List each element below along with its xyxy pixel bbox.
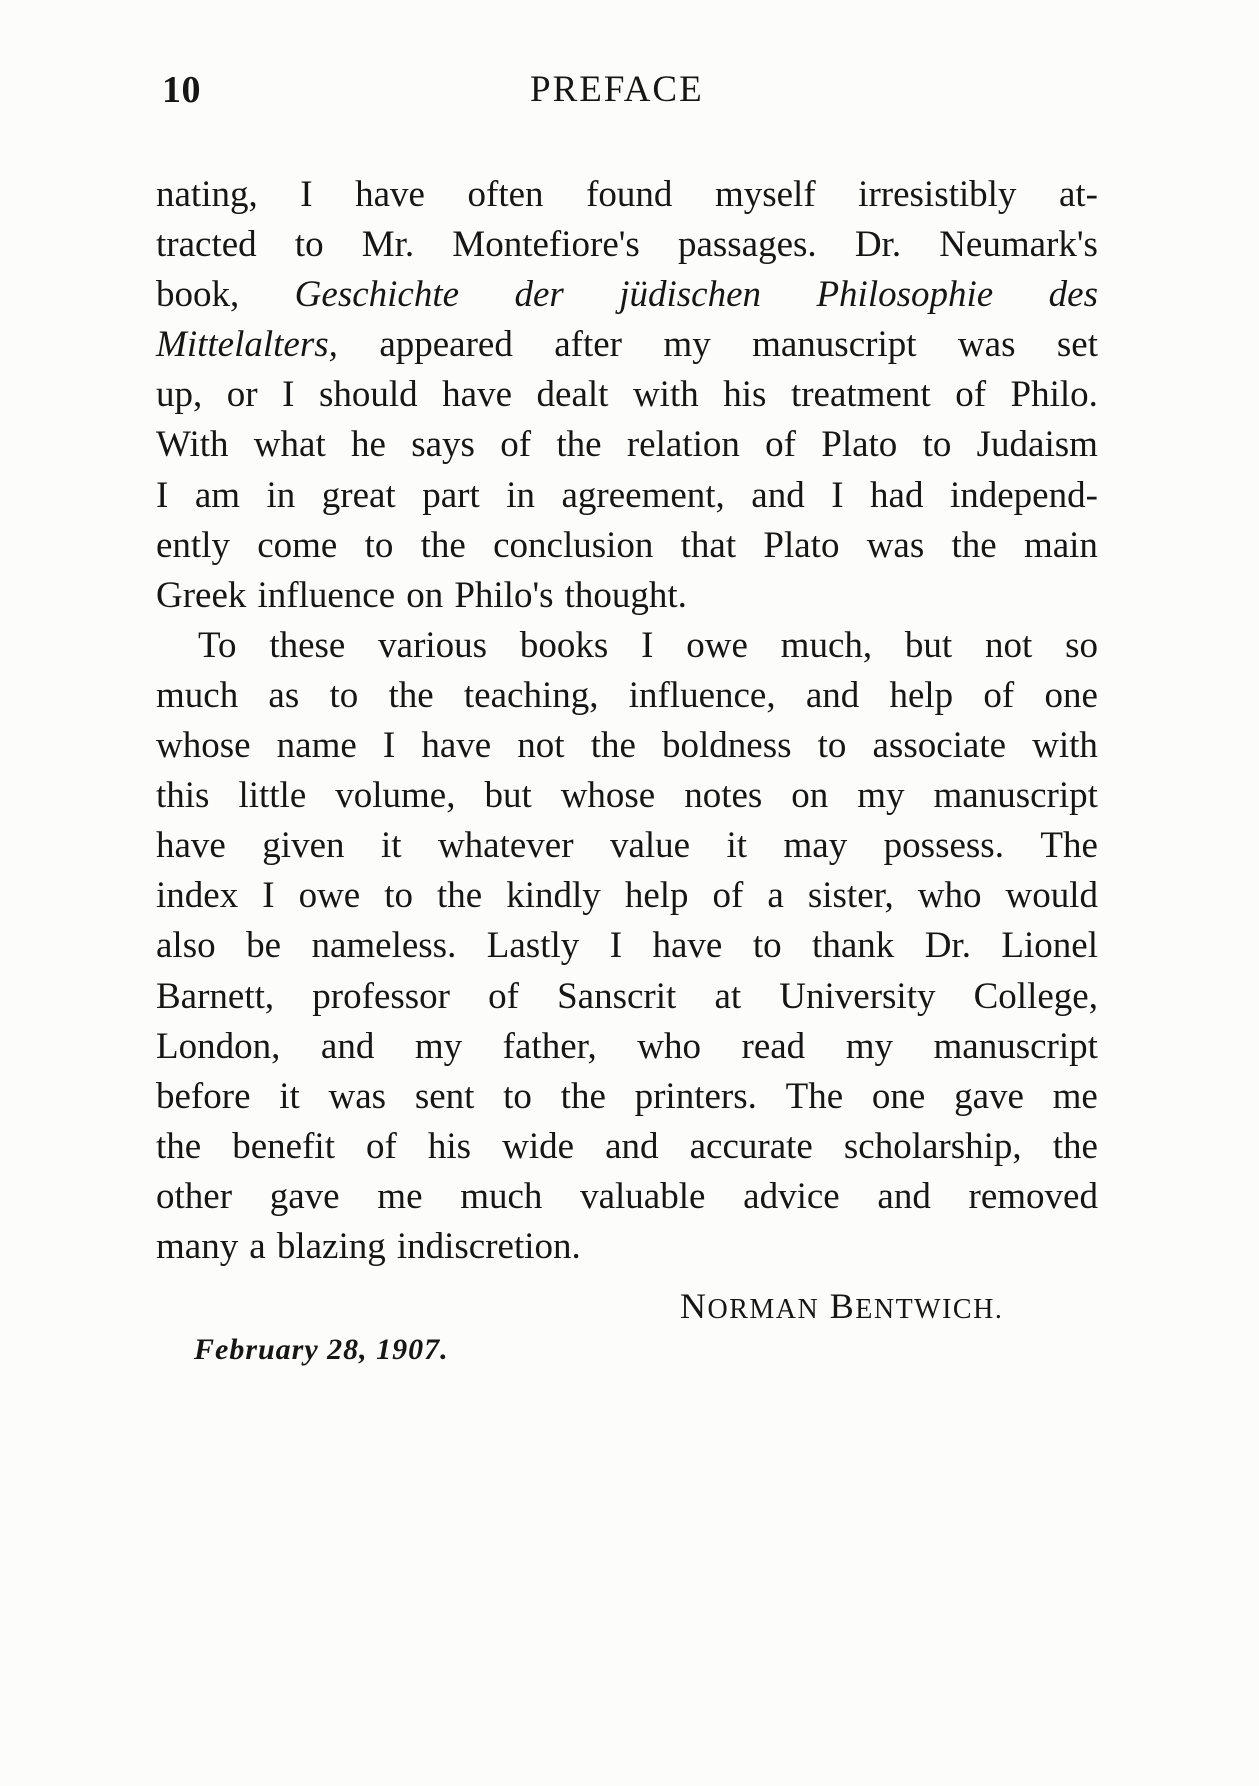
word: I bbox=[300, 174, 313, 215]
word: I bbox=[382, 725, 396, 767]
word: removed bbox=[968, 1175, 1098, 1217]
word: help bbox=[624, 875, 689, 917]
word: Judaism bbox=[976, 424, 1098, 466]
text-line bbox=[156, 320, 1098, 370]
word: father, bbox=[502, 1025, 597, 1067]
word: little bbox=[238, 775, 307, 817]
text-line bbox=[156, 521, 1098, 571]
word: but bbox=[484, 775, 532, 817]
word: before bbox=[156, 1075, 251, 1117]
word: much bbox=[156, 674, 239, 716]
word: may bbox=[783, 825, 848, 867]
word: nating, bbox=[156, 174, 258, 215]
word: der bbox=[514, 274, 564, 316]
word: I bbox=[282, 374, 295, 416]
word: the bbox=[560, 1075, 606, 1117]
word: scholarship, bbox=[843, 1125, 1022, 1167]
word: my bbox=[414, 1025, 463, 1067]
word: teaching, bbox=[463, 674, 599, 716]
text-line bbox=[156, 1022, 1098, 1072]
word: had bbox=[870, 474, 924, 516]
word: of bbox=[712, 875, 744, 917]
word: as bbox=[268, 674, 300, 716]
word: gave bbox=[954, 1075, 1024, 1117]
word: great bbox=[321, 474, 396, 516]
word: set bbox=[1056, 324, 1098, 366]
text-line bbox=[156, 370, 1098, 420]
word: my bbox=[663, 324, 711, 366]
word: up, bbox=[156, 374, 203, 416]
word: many bbox=[156, 1225, 239, 1267]
word: to bbox=[752, 925, 782, 967]
word: books bbox=[519, 624, 609, 666]
word: influence, bbox=[628, 674, 776, 716]
word: I bbox=[831, 474, 844, 516]
word: the bbox=[388, 674, 434, 716]
word: who bbox=[637, 1025, 701, 1067]
text-line bbox=[156, 821, 1098, 871]
word: one bbox=[871, 1075, 926, 1117]
word: treatment bbox=[790, 374, 931, 416]
text-line bbox=[156, 270, 1098, 320]
word: not bbox=[517, 725, 565, 767]
word: owe bbox=[686, 624, 748, 666]
word: manuscript bbox=[933, 1025, 1098, 1067]
text-line bbox=[156, 671, 1098, 721]
word: the bbox=[556, 424, 602, 466]
signature-last-initial: B bbox=[829, 1286, 856, 1326]
text-line bbox=[156, 1172, 1098, 1222]
word: conclusion bbox=[493, 524, 654, 566]
word: these bbox=[269, 624, 346, 666]
word: sister, bbox=[807, 875, 894, 917]
word: often bbox=[467, 174, 544, 215]
word: the bbox=[420, 524, 466, 566]
word: thank bbox=[812, 925, 895, 967]
word: found bbox=[586, 174, 673, 215]
word: of bbox=[765, 424, 796, 466]
word: much, bbox=[780, 624, 873, 666]
word: ently bbox=[156, 524, 230, 566]
word: one bbox=[1044, 674, 1098, 716]
word: associate bbox=[872, 725, 1007, 767]
text-line bbox=[156, 621, 1098, 671]
word: Lionel bbox=[1001, 925, 1098, 967]
text-line bbox=[156, 170, 1098, 220]
word: jüdischen bbox=[619, 274, 762, 316]
word: manuscript bbox=[933, 775, 1098, 817]
word: but bbox=[904, 624, 953, 666]
signature-first-initial: N bbox=[680, 1286, 708, 1326]
word: des bbox=[1048, 274, 1098, 316]
word: With bbox=[156, 424, 229, 466]
word: of bbox=[955, 374, 987, 416]
word: have bbox=[421, 725, 492, 767]
word: advice bbox=[743, 1175, 840, 1217]
word: dealt bbox=[536, 374, 609, 416]
word: blazing bbox=[276, 1225, 386, 1267]
word: various bbox=[378, 624, 488, 666]
word: not bbox=[985, 624, 1033, 666]
word: Mittelalters, bbox=[156, 324, 338, 366]
word: Plato bbox=[763, 524, 840, 566]
text-line bbox=[156, 721, 1098, 771]
word: gave bbox=[269, 1175, 340, 1217]
word: independ- bbox=[949, 474, 1098, 516]
word: help bbox=[889, 674, 954, 716]
word: of bbox=[983, 674, 1015, 716]
word: Lastly bbox=[486, 925, 580, 967]
word: The bbox=[785, 1075, 844, 1117]
word: to bbox=[384, 875, 414, 917]
word: to bbox=[329, 674, 359, 716]
word: University bbox=[779, 975, 936, 1017]
word: the bbox=[590, 725, 636, 767]
word: have bbox=[156, 825, 226, 867]
word: so bbox=[1065, 624, 1098, 666]
word: my bbox=[857, 775, 905, 817]
running-title: PREFACE bbox=[530, 69, 704, 110]
word: have bbox=[355, 174, 425, 215]
word: irresistibly bbox=[858, 174, 1017, 215]
word: agreement, bbox=[561, 474, 725, 516]
word: passages. bbox=[677, 224, 817, 266]
word: I bbox=[156, 474, 169, 516]
text-line bbox=[156, 972, 1098, 1022]
word: I bbox=[641, 624, 654, 666]
word: other bbox=[156, 1175, 233, 1217]
word: London, bbox=[156, 1025, 281, 1067]
word: whatever bbox=[437, 825, 574, 867]
signature-first-rest: ORMAN bbox=[707, 1294, 820, 1325]
word: book, bbox=[156, 274, 240, 316]
signature-last-rest: ENTWICH. bbox=[855, 1294, 1004, 1325]
word: was bbox=[866, 524, 925, 566]
word: sent bbox=[414, 1075, 475, 1117]
word: or bbox=[226, 374, 258, 416]
preface-body bbox=[156, 170, 1098, 1272]
word: was bbox=[328, 1075, 387, 1117]
word: it bbox=[380, 825, 402, 867]
word: professor bbox=[312, 975, 450, 1017]
word: it bbox=[279, 1075, 300, 1117]
word: it bbox=[726, 825, 748, 867]
word: appeared bbox=[379, 324, 513, 366]
paragraph bbox=[156, 621, 1098, 1272]
text-line bbox=[156, 771, 1098, 821]
word: me bbox=[377, 1175, 423, 1217]
word: to bbox=[503, 1075, 532, 1117]
text-line bbox=[156, 571, 1098, 621]
word: that bbox=[680, 524, 737, 566]
word: after bbox=[554, 324, 623, 366]
word: Montefiore's bbox=[452, 224, 640, 266]
word: notes bbox=[684, 775, 763, 817]
word: at bbox=[714, 975, 742, 1017]
word: with bbox=[1032, 725, 1098, 767]
word: be bbox=[246, 925, 281, 967]
word: have bbox=[652, 925, 723, 967]
word: would bbox=[1005, 875, 1098, 917]
text-line bbox=[156, 1222, 1098, 1272]
word: to bbox=[817, 725, 847, 767]
word: Geschichte bbox=[294, 274, 460, 316]
word: Dr. bbox=[854, 224, 902, 266]
word: whose bbox=[156, 725, 251, 767]
word: the bbox=[156, 1125, 202, 1167]
word: what bbox=[253, 424, 326, 466]
word: myself bbox=[714, 174, 816, 215]
word: relation bbox=[626, 424, 740, 466]
word: Sanscrit bbox=[557, 975, 677, 1017]
word: thought. bbox=[564, 574, 687, 616]
word: index bbox=[156, 875, 239, 917]
word: in bbox=[266, 474, 296, 516]
text-line bbox=[156, 420, 1098, 470]
word: and bbox=[751, 474, 805, 516]
word: Neumark's bbox=[939, 224, 1098, 266]
word: given bbox=[262, 825, 345, 867]
paragraph bbox=[156, 170, 1098, 621]
word: the bbox=[1052, 1125, 1098, 1167]
word: Philosophie bbox=[816, 274, 994, 316]
word: me bbox=[1052, 1075, 1098, 1117]
word: come bbox=[257, 524, 338, 566]
text-line bbox=[156, 220, 1098, 270]
word: accurate bbox=[689, 1125, 813, 1167]
word: in bbox=[506, 474, 535, 516]
word: much bbox=[460, 1175, 543, 1217]
word: Philo. bbox=[1010, 374, 1098, 416]
text-line bbox=[156, 871, 1098, 921]
word: who bbox=[917, 875, 982, 917]
word: a bbox=[249, 1225, 266, 1267]
word: volume, bbox=[335, 775, 456, 817]
word: manuscript bbox=[752, 324, 917, 366]
word: Philo's bbox=[454, 574, 554, 616]
word: influence bbox=[257, 574, 396, 616]
word: he bbox=[351, 424, 386, 466]
word: Greek bbox=[156, 574, 247, 616]
text-line bbox=[156, 921, 1098, 971]
word: to bbox=[294, 224, 324, 266]
word: name bbox=[276, 725, 357, 767]
word: To bbox=[198, 624, 237, 666]
word: to bbox=[922, 424, 952, 466]
word: should bbox=[318, 374, 418, 416]
word: of bbox=[488, 975, 519, 1017]
word: his bbox=[723, 374, 767, 416]
page-number: 10 bbox=[162, 69, 201, 111]
word: was bbox=[957, 324, 1016, 366]
word: I bbox=[262, 875, 275, 917]
word: possess. bbox=[883, 825, 1004, 867]
word: have bbox=[442, 374, 513, 416]
word: to bbox=[364, 524, 394, 566]
word: benefit bbox=[232, 1125, 335, 1167]
word: indiscretion. bbox=[396, 1225, 581, 1267]
author-signature bbox=[680, 1285, 1003, 1327]
word: read bbox=[741, 1025, 806, 1067]
word: and bbox=[805, 674, 860, 716]
word: and bbox=[320, 1025, 375, 1067]
word: am bbox=[194, 474, 241, 516]
word: his bbox=[427, 1125, 472, 1167]
word: nameless. bbox=[311, 925, 457, 967]
word: Barnett, bbox=[156, 975, 275, 1017]
text-line bbox=[156, 1072, 1098, 1122]
word: of bbox=[366, 1125, 397, 1167]
word: value bbox=[609, 825, 691, 867]
word: owe bbox=[298, 875, 361, 917]
word: kindly bbox=[506, 875, 601, 917]
word: Mr. bbox=[361, 224, 415, 266]
word: valuable bbox=[580, 1175, 706, 1217]
word: and bbox=[877, 1175, 931, 1217]
word: on bbox=[791, 775, 829, 817]
word: printers. bbox=[634, 1075, 757, 1117]
word: also bbox=[156, 925, 216, 967]
word: wide bbox=[502, 1125, 575, 1167]
word: tracted bbox=[156, 224, 257, 266]
word: part bbox=[422, 474, 480, 516]
word: a bbox=[767, 875, 784, 917]
word: boldness bbox=[662, 725, 792, 767]
word: College, bbox=[973, 975, 1098, 1017]
word: I bbox=[609, 925, 623, 967]
word: of bbox=[500, 424, 532, 466]
word: Plato bbox=[821, 424, 898, 466]
word: the bbox=[951, 524, 997, 566]
word: Dr. bbox=[924, 925, 971, 967]
dateline: February 28, 1907. bbox=[194, 1333, 449, 1366]
text-line bbox=[156, 1122, 1098, 1172]
word: main bbox=[1023, 524, 1098, 566]
word: my bbox=[845, 1025, 893, 1067]
word: The bbox=[1040, 825, 1098, 867]
word: says bbox=[411, 424, 475, 466]
word: this bbox=[156, 775, 210, 817]
word: at- bbox=[1058, 174, 1098, 215]
word: on bbox=[406, 574, 444, 616]
word: and bbox=[605, 1125, 659, 1167]
word: whose bbox=[560, 775, 656, 817]
word: with bbox=[632, 374, 699, 416]
word: the bbox=[437, 875, 483, 917]
text-line bbox=[156, 471, 1098, 521]
